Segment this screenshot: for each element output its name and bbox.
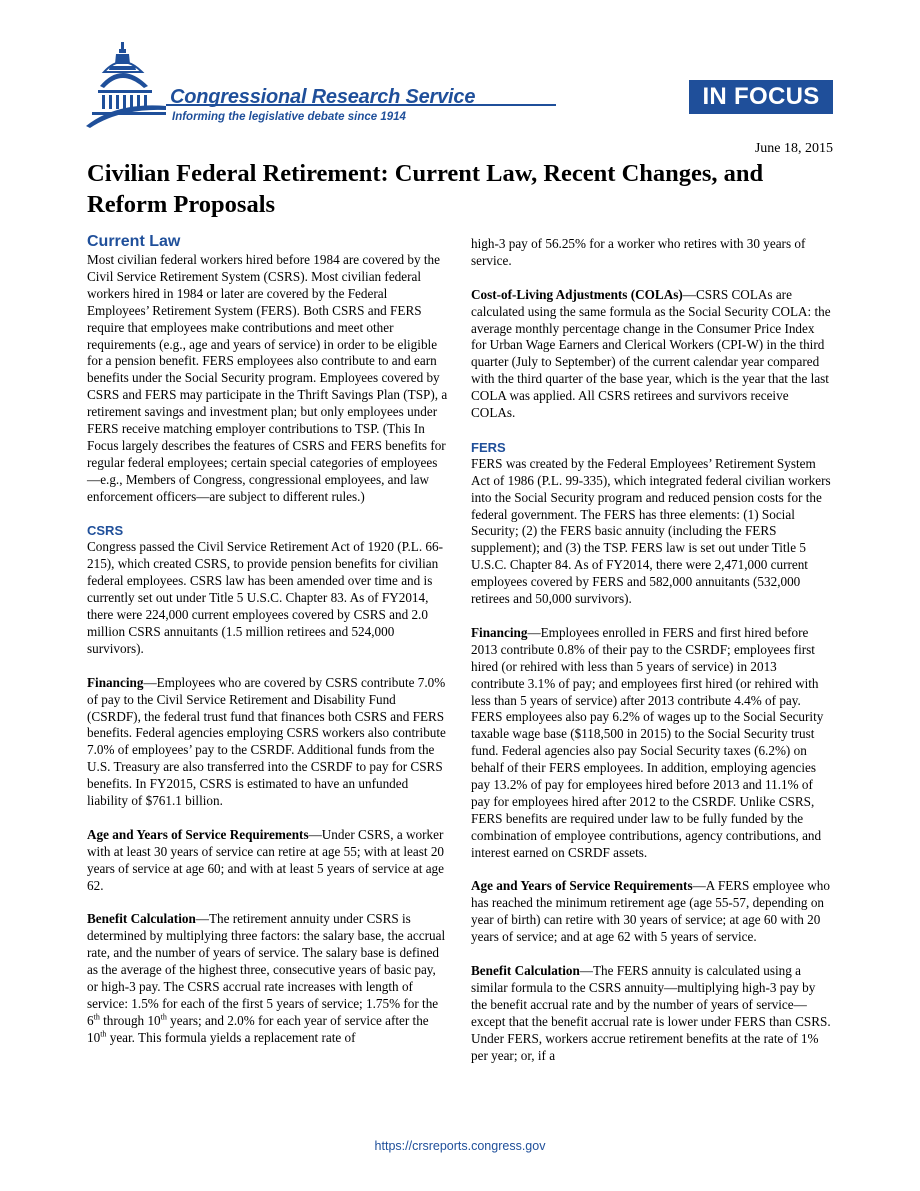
run-in-heading: Financing — [471, 624, 528, 640]
org-name: Congressional Research Service — [170, 86, 476, 108]
paragraph-fers-financing — [471, 625, 833, 862]
org-tagline: Informing the legislative debate since 1914 — [172, 111, 406, 123]
run-in-heading: Financing — [87, 674, 144, 690]
paragraph-text: —Employees who are covered by CSRS contribute 7.0% of pay to the Civil Service Retirement and Disability Fund (CSRDF), the federal trust fund that finances both CSRS and FERS benefits. Federal agencies employing CSRS workers also contribute 7.0% of employees’ pay to the CSRDF. Additional funds from the U.S. Treasury are also transferred into the CSRDF to pay for CSRS benefits. In FY2015, CSRS is estimated to have an unfunded liability of $761.1 billion. — [87, 674, 446, 809]
run-in-heading: Age and Years of Service Requirements — [87, 826, 309, 842]
paragraph-cola — [471, 287, 833, 422]
paragraph-text: year. This formula yields a replacement rate of — [106, 1029, 356, 1045]
paragraph-fers: FERS was created by the Federal Employees’ Retirement System Act of 1986 (P.L. 99-335), which integrated federal civilian workers into the Social Security program and reduced pension costs for the federal government. The FERS has three elements: (1) Social Security; (2) the FERS basic annuity (including the FERS supplement); and (3) the TSP. FERS law is set out under Title 5 U.S.C. Chapter 84. As of FY2014, there were 2,471,000 current employees covered by FERS and 582,000 annuitants (532,000 retirees and 50,000 survivors). — [471, 455, 831, 607]
paragraph-continued: high-3 pay of 56.25% for a worker who retires with 30 years of service. — [471, 236, 806, 268]
paragraph-text: years; and 2.0% for each year of service after the 10 — [87, 1012, 429, 1045]
paragraph-current-law: Most civilian federal workers hired before 1984 are covered by the Civil Service Retirement System (CSRS). Most civilian federal workers hired in 1984 or later are covered by the Federal Employees’ Retirement System (FERS). Both CSRS and FERS require that employees make contributions and meet other requirements (e.g., age and years of service) in order to be eligible for a pension benefit. FERS employees also contribute to and earn benefits under the Social Security program. Employees covered by CSRS and FERS may participate in the Thrift Savings Plan (TSP), a retirement savings and investment plan; but only employees under FERS receive matching employer contributions to TSP. (This In Focus largely describes the features of CSRS and FERS benefits for regular federal employees; certain special categories of employees—e.g., Members of Congress, congressional employees, and law enforcement officers—are subject to different rules.) — [87, 252, 448, 504]
left-column — [87, 232, 449, 1047]
run-in-heading: Benefit Calculation — [87, 911, 196, 927]
superscript: th — [160, 1012, 167, 1022]
paragraph-text: through 10 — [99, 1012, 161, 1028]
run-in-heading: Cost-of-Living Adjustments (COLAs) — [471, 286, 683, 302]
footer-url-link[interactable]: https://crsreports.congress.gov — [374, 1139, 546, 1153]
paragraph-text: —Under CSRS, a worker with at least 30 years of service can retire at age 55; with at least 20 years of service at age 60; and with at least 5 years of service at age 62. — [87, 826, 445, 893]
paragraph-csrs-benefit — [87, 911, 449, 1046]
superscript: th — [100, 1029, 107, 1039]
paragraph-text: —A FERS employee who has reached the minimum retirement age (age 55-57, depending on year of birth) can retire with 30 years of service; at age 60 with 20 years of service; and at age 62 with 5 years of service. — [471, 878, 830, 945]
right-column — [471, 236, 833, 1064]
section-heading-fers: FERS — [471, 439, 506, 455]
paragraph-csrs-age — [87, 827, 449, 895]
page-title: Civilian Federal Retirement: Current Law, Recent Changes, and Reform Proposals — [87, 160, 764, 218]
paragraph-fers-age — [471, 878, 833, 946]
paragraph-text: —Employees enrolled in FERS and first hired before 2013 contribute 0.8% of their pay to the CSRDF; employees first hired (or rehired with less than 5 years of service) in 2013 contribute 3.1% of pay; and employees first hired (or rehired with less than 5 years of service) after 2013 contribute 4.4% of pay. FERS employees also pay 6.2% of wages up to the Social Security taxable wage base ($118,500 in 2015) to the Social Security trust fund. Federal agencies also pay Social Security taxes (6.2%) on behalf of their FERS employees. In addition, employing agencies pay 13.2% of pay for employees hired before 2013 and 11.1% of pay for employees hired after 2012 to the CSRDF. Unlike CSRS, FERS benefits are required under law to be fully funded by the combination of employee contributions, agency contributions, and interest earned on CSRDF assets. — [471, 624, 824, 860]
paragraph-text: —CSRS COLAs are calculated using the same formula as the Social Security COLA: the average monthly percentage change in the Consumer Price Index for Urban Wage Earners and Clerical Workers (CPI-W) in the third quarter (July to September) of the current calendar year compared with the third quarter of the base year, which is the year that the last COLA was applied. All CSRS retirees and survivors receive COLAs. — [471, 286, 831, 421]
section-heading-csrs: CSRS — [87, 523, 124, 539]
paragraph-csrs-financing — [87, 675, 449, 810]
paragraph-fers-benefit — [471, 963, 833, 1064]
paragraph-text: —The retirement annuity under CSRS is determined by multiplying three factors: the salary base, the accrual rate, and the number of years of service. The salary base is defined as the average of the highest three, consecutive years of basic pay, or high-3 pay. The CSRS accrual rate increases with length of service: 1.5% for each of the first 5 years of service; 1.75% for the 6 — [87, 911, 446, 1028]
run-in-heading: Age and Years of Service Requirements — [471, 878, 693, 894]
superscript: th — [93, 1012, 100, 1022]
section-heading-current-law: Current Law — [87, 233, 181, 250]
in-focus-badge: IN FOCUS — [689, 80, 833, 114]
capitol-dome-logo — [86, 40, 168, 132]
paragraph-csrs: Congress passed the Civil Service Retirement Act of 1920 (P.L. 66-215), which created CSRS, to provide pension benefits for civilian federal employees. CSRS law has been amended over time and is currently set out under Title 5 U.S.C. Chapter 83. As of FY2014, there were 224,000 current employees covered by CSRS and 2.0 million CSRS annuitants (1.5 million retirees and 524,000 survivors). — [87, 539, 444, 656]
publication-date: June 18, 2015 — [754, 141, 833, 156]
run-in-heading: Benefit Calculation — [471, 962, 580, 978]
paragraph-text: —The FERS annuity is calculated using a similar formula to the CSRS annuity—multiplying high-3 pay by the benefit accrual rate and by the number of years of service—except that the benefit accrual rate is lower under FERS than CSRS. Under FERS, workers accrue retirement benefits at the rate of 1% per year; or, if a — [471, 962, 831, 1063]
